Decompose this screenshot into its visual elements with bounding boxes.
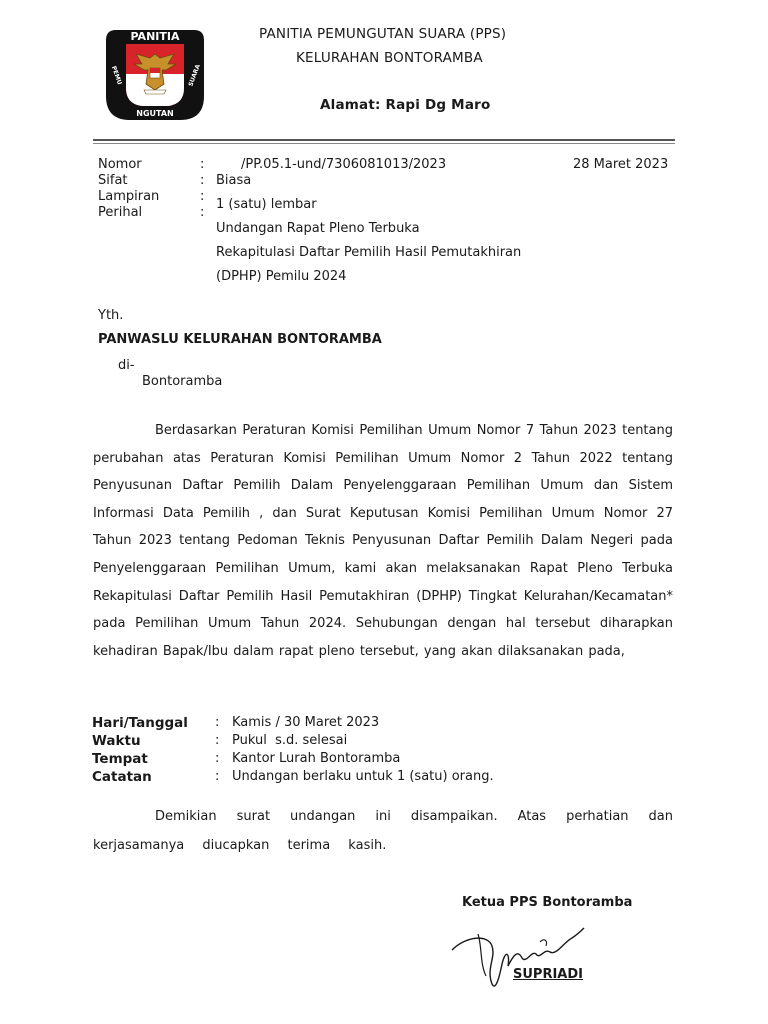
logo-text-bottom: NGUTAN bbox=[136, 109, 174, 118]
agenda-label-catatan: Catatan bbox=[92, 769, 152, 785]
body-paragraph-2: Demikian surat undangan ini disampaikan. Atas perhatian dan kerjasamanya diucapkan terima kasih. bbox=[93, 809, 673, 853]
signature-title: Ketua PPS Bontoramba bbox=[462, 895, 633, 910]
agenda-value-hari: Kamis / 30 Maret 2023 bbox=[232, 715, 380, 730]
agenda-colon-tempat: : bbox=[215, 751, 220, 766]
agenda-colon-hari: : bbox=[215, 715, 220, 730]
agenda-value-tempat: Kantor Lurah Bontoramba bbox=[232, 751, 401, 766]
nomor-colon: : bbox=[200, 157, 205, 172]
recipient-place: Bontoramba bbox=[142, 374, 223, 389]
pps-logo-graphic bbox=[104, 24, 206, 122]
agenda-value-catatan: Undangan berlaku untuk 1 (satu) orang. bbox=[232, 769, 494, 784]
perihal-line3: (DPHP) Pemilu 2024 bbox=[216, 269, 347, 284]
agenda-colon-waktu: : bbox=[215, 733, 220, 748]
nomor-value: /PP.05.1-und/7306081013/2023 bbox=[241, 157, 447, 172]
agenda-label-hari: Hari/Tanggal bbox=[92, 715, 188, 731]
logo-text-right: SUARA bbox=[187, 63, 202, 88]
handwritten-signature bbox=[448, 924, 598, 994]
signatory-name: SUPRIADI bbox=[513, 967, 583, 982]
body-paragraph-1: Berdasarkan Peraturan Komisi Pemilihan Umum Nomor 7 Tahun 2023 tentang perubahan atas Peraturan Komisi Pemilihan Umum Nomor 2 Tahun 2022 tentang Penyusunan Daftar Pemilih Dalam Penyelenggaraan Pemilihan Umum dan Sistem Informasi Data Pemilih , dan Surat Keputusan Komisi Pemilihan Umum Nomor 27 Tahun 2023 tentang Pedoman Teknis Penyusunan Daftar Pemilih Dalam Negeri pada Penyelenggaraan Pemilihan Umum, kami akan melaksanakan Rapat Pleno Terbuka Rekapitulasi Daftar Pemilih Hasil Pemutakhiran (DPHP) Tingkat Kelurahan/Kecamatan* pada Pemilihan Umum Tahun 2024. Sehubungan dengan hal tersebut diharapkan kehadiran Bapak/Ibu dalam rapat pleno tersebut, yang akan dilaksanakan pada, bbox=[93, 423, 673, 659]
logo-text-left: PEMU bbox=[109, 65, 124, 86]
header-address: Alamat: Rapi Dg Maro bbox=[320, 97, 491, 113]
nomor-label: Nomor bbox=[98, 157, 142, 172]
lampiran-value: 1 (satu) lembar bbox=[216, 197, 317, 212]
agenda-value-waktu: Pukul s.d. selesai bbox=[232, 733, 348, 748]
perihal-label: Perihal bbox=[98, 205, 143, 220]
agenda-list bbox=[92, 715, 682, 787]
perihal-line1: Undangan Rapat Pleno Terbuka bbox=[216, 221, 420, 236]
recipient-di: di- bbox=[118, 358, 135, 373]
pps-logo bbox=[104, 24, 206, 122]
header-divider-thin bbox=[93, 143, 675, 144]
agenda-row-catatan bbox=[92, 769, 682, 787]
perihal-line2: Rekapitulasi Daftar Pemilih Hasil Pemutakhiran bbox=[216, 245, 522, 260]
agenda-label-waktu: Waktu bbox=[92, 733, 141, 749]
agenda-row-waktu bbox=[92, 733, 682, 751]
recipient-yth: Yth. bbox=[98, 308, 124, 323]
agenda-row-hari bbox=[92, 715, 682, 733]
perihal-colon: : bbox=[200, 205, 205, 220]
lampiran-colon: : bbox=[200, 189, 205, 204]
agenda-colon-catatan: : bbox=[215, 769, 220, 784]
header-line1: PANITIA PEMUNGUTAN SUARA (PPS) bbox=[259, 26, 507, 42]
agenda-label-tempat: Tempat bbox=[92, 751, 148, 767]
sifat-label: Sifat bbox=[98, 173, 128, 188]
lampiran-label: Lampiran bbox=[98, 189, 160, 204]
agenda-row-tempat bbox=[92, 751, 682, 769]
sifat-value: Biasa bbox=[216, 173, 252, 188]
letter-date: 28 Maret 2023 bbox=[573, 157, 669, 172]
sifat-colon: : bbox=[200, 173, 205, 188]
header-divider bbox=[93, 139, 675, 141]
header-line2: KELURAHAN BONTORAMBA bbox=[296, 50, 483, 66]
logo-text-top: PANITIA bbox=[130, 30, 180, 43]
recipient-name: PANWASLU KELURAHAN BONTORAMBA bbox=[98, 332, 382, 347]
